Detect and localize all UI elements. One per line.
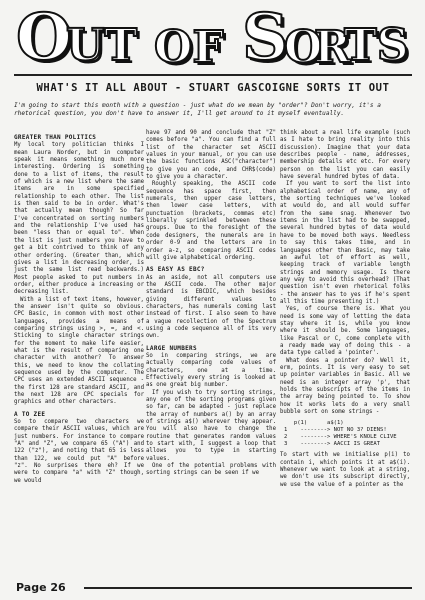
paragraph: So in comparing strings, we are actually comparing code values of characters, one at a time. Effectively every string is looked at as one great big number.	[146, 352, 276, 389]
code-row: 2 --------> WHERE'S KNOLE CLIVE	[284, 434, 397, 441]
code-row: 3 --------> AACCI IS GREAT	[284, 441, 381, 448]
footer-rule	[84, 587, 412, 589]
paragraph: With a list of text items, however, the answer isn't quite so obvious. CPC Basic, in common with most other languages, provides a means of comparing strings using >, =, and <. Sticking to single character strings for the moment to make life easier, what is the result of comparing one character with another? To answer this, we need to know the collating sequence used by the computer. The CPC uses an extended ASCII sequence - the first 128 are standard ASCII, and the next 128 are CPC specials for graphics and other characters.	[14, 296, 144, 406]
paragraph: have 97 and 90 and conclude that "Z" comes before "a". You can find a full list of the character set ASCII values in your manual, or you can use the basic functions ASC("character") to give you an code, and CHR$(code) to give you a character.	[146, 130, 276, 181]
masthead	[14, 0, 412, 75]
masthead-letters-ts: TS	[344, 20, 409, 71]
column-1	[14, 130, 144, 485]
paragraph: Roughly speaking, the ASCII code sequence has space first, then numerals, then upper case letters, then lower case letters, with punctuation (brackets, commas etc) liberally sprinkled between these groups. Due to the foresight of the code designers, the numerals are in order 0-9 and the letters are in order a-z, so comparing ASCII codes will give alphabetical ordering.	[146, 181, 276, 261]
code-row: 1 --------> NOT NO 3? DIENS!	[284, 427, 387, 434]
page-number: Page 26	[16, 581, 66, 594]
paragraph: My local tory politician thinks I mean Laura Norder, but in computer speak it means something much more interesting. Ordering is something done to a list of items, the result of which is a new list where the same items are in some specified relationship to each other. The list is then said to be in order. What's that actually mean though? So far I've concentrated on sorting numbers and the relationship I've used has been "less than or equal to". When the list is just numbers you have to get a bit contrived to think of any other ordering. (Greater than, which gives a list in decreasing order, is just the same list read backwards.) Most people asked to put numbers in order, either produce a increasing or decreasing list.	[14, 142, 144, 296]
masthead-letter-r: R	[314, 22, 351, 73]
paragraph: What does a pointer do? Well it, erm, points. It is very easy to set up pointer variables in Basic. All we need is an integer array 'p', that holds the subscripts of the items in the array being pointed to. To show how it works lets do a very small bubble sort on some strings -	[280, 357, 410, 416]
masthead-rule	[14, 74, 412, 76]
article-intro: I'm going to start this month with a question - just what do we mean by "order"? Don't worry, it's a rhetorical question, you don't have to answer it, I'll get around to it myself eventually.	[14, 102, 381, 118]
masthead-letters-of: OF	[154, 22, 224, 73]
paragraph: Yes, of course there is. What you need is some way of letting the data stay where it is, while you know where it should be. Some languages, like Pascal or C, come complete with a ready made way of doing this - a data type called a 'pointer'.	[280, 306, 410, 357]
page-footer	[14, 581, 412, 596]
column-3	[280, 130, 410, 489]
code-header: p(1) a$(1)	[284, 420, 344, 427]
masthead-letter-o: O	[16, 0, 72, 75]
subhead-as-easy-as-ebc: AS EASY AS EBC?	[146, 266, 205, 274]
paragraph: As an aside, not all computers use the ASCII code. The other major standard is EBCDIC, which besides giving different values to characters, has numerals coming last instead of first. I also seem to have a vague recollection of the Spectrum using a code sequence all of its very own.	[146, 274, 276, 340]
subhead-greater-than-politics: GREATER THAN POLITICS	[14, 134, 97, 141]
paragraph: think about a real life example (such as I hate to bring reality into this discussion). Imagine that your data describes people - name, addresses, membership details etc etc. For every person on the list you can easily have several hundred bytes of data.	[280, 130, 410, 181]
subhead-large-numbers: LARGE NUMBERS	[146, 344, 197, 352]
paragraph: To start with we initialise p(i) to contain i, which points it at a$(i). Whenever we want to look at a string, we don't use its subscript directly, we use the value of a pointer as the	[280, 452, 410, 488]
column-2	[146, 130, 276, 478]
subhead-a-to-zee: A TO ZEE	[14, 410, 46, 418]
masthead-letter-o2: O	[284, 22, 323, 73]
paragraph: If you want to sort the list into alphabetical order of name, any of the sorting techniques we've looked at would do, and all would suffer from the same snag. Whenever two items in the list had to be swapped, several hundred bytes of data would have to be moved both ways. Needless to say this takes time, and in languages other than Basic, may take an awful lot of effort as well, keeping track of variable length strings and memory usage. Is there any way to avoid this overhead? (That question isn't even rhetorical folks - the answer has to yes if he's spent all this time presenting it.)	[280, 181, 410, 305]
masthead-letter-s: S	[242, 0, 289, 75]
article-headline: WHAT'S IT ALL ABOUT - STUART GASCOIGNE SORTS IT OUT	[36, 82, 390, 94]
paragraph: If you wish to try sorting strings, any one of the sorting programs given so far, can be adapted - just replace the array of numbers a() by an array of strings a$() wherever they appear. You will also have to change the routine that generates random values to start with, I suggest a loop that allows you to type in starting values.	[146, 389, 276, 462]
pointer-diagram	[284, 420, 410, 448]
paragraph: One of the potential problems with sorting strings can be seen if we	[146, 463, 276, 477]
paragraph: So to compare two characters we compare their ASCII values, which are just numbers. For instance to compare "A" and "Z", we compare 65 ("A") and 122 ("z"), and noting that 65 is less than 122, we could put "A" before "z". No surprises there eh? If we were to compare "a" with "Z" though, we would	[14, 419, 144, 484]
masthead-letters-ut: UT	[66, 20, 138, 71]
